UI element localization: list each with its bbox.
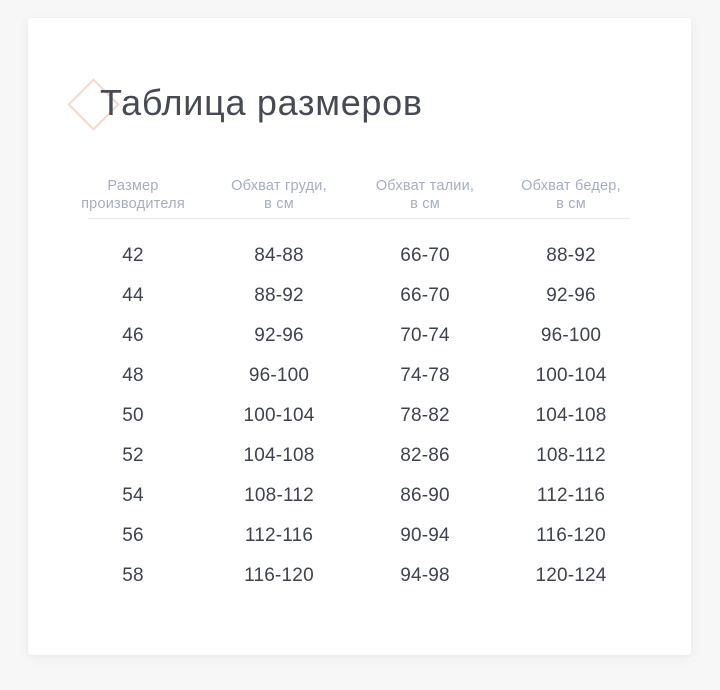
table-row	[60, 396, 644, 436]
table-cell: 92-96	[254, 325, 304, 346]
table-cell: 54	[122, 485, 144, 506]
table-cell: 50	[122, 405, 144, 426]
table-cell: 104-108	[535, 405, 607, 426]
table-cell: 112-116	[536, 485, 606, 506]
table-cell: 84-88	[254, 245, 304, 266]
table-cell: 104-108	[243, 445, 315, 466]
table-cell: 120-124	[535, 565, 607, 586]
table-cell: 48	[122, 365, 144, 386]
table-cell: 56	[122, 525, 144, 546]
table-row	[60, 556, 644, 596]
table-cell: 116-120	[536, 525, 606, 546]
table-row	[60, 316, 644, 356]
table-cell: 44	[122, 285, 144, 306]
table-cell: 112-116	[244, 525, 314, 546]
table-cell: 100-104	[243, 405, 315, 426]
table-cell: 100-104	[535, 365, 607, 386]
table-cell: 70-74	[400, 325, 450, 346]
table-cell: 66-70	[400, 285, 450, 306]
size-table-card	[28, 18, 691, 655]
table-cell: 78-82	[400, 405, 450, 426]
table-row	[60, 436, 644, 476]
title-section	[28, 18, 691, 148]
table-cell: 42	[122, 245, 144, 266]
column-header-size-line1: Размер	[107, 178, 159, 194]
column-header-chest	[206, 178, 352, 213]
table-cell: 88-92	[546, 245, 596, 266]
table-row	[60, 476, 644, 516]
column-header-chest-line1: Обхват груди,	[231, 178, 327, 194]
table-cell: 52	[122, 445, 144, 466]
table-cell: 66-70	[400, 245, 450, 266]
table-body	[60, 236, 644, 596]
table-cell: 86-90	[400, 485, 450, 506]
column-header-hips	[498, 178, 644, 213]
column-header-waist-line1: Обхват талии,	[375, 178, 475, 194]
table-cell: 90-94	[400, 525, 450, 546]
table-cell: 58	[122, 565, 144, 586]
header-divider	[88, 218, 630, 219]
table-cell: 74-78	[400, 365, 450, 386]
table-cell: 116-120	[244, 565, 314, 586]
column-header-waist	[352, 178, 498, 213]
table-row	[60, 276, 644, 316]
table-cell: 108-112	[536, 445, 606, 466]
table-row	[60, 516, 644, 556]
column-header-hips-line2: в см	[556, 195, 586, 212]
page-title: Таблица размеров	[100, 82, 423, 123]
column-header-chest-line2: в см	[264, 195, 294, 212]
table-cell: 92-96	[546, 285, 596, 306]
column-header-hips-line1: Обхват бедер,	[521, 178, 621, 194]
table-cell: 88-92	[254, 285, 304, 306]
table-row	[60, 236, 644, 276]
table-cell: 94-98	[400, 565, 450, 586]
table-cell: 96-100	[248, 365, 310, 386]
column-header-waist-line2: в см	[410, 195, 440, 212]
column-header-size-line2: производителя	[81, 195, 185, 212]
table-row	[60, 356, 644, 396]
table-cell: 46	[122, 325, 144, 346]
table-header-row	[60, 178, 644, 213]
table-cell: 96-100	[540, 325, 602, 346]
table-cell: 108-112	[244, 485, 314, 506]
column-header-size	[60, 178, 206, 213]
table-cell: 82-86	[400, 445, 450, 466]
